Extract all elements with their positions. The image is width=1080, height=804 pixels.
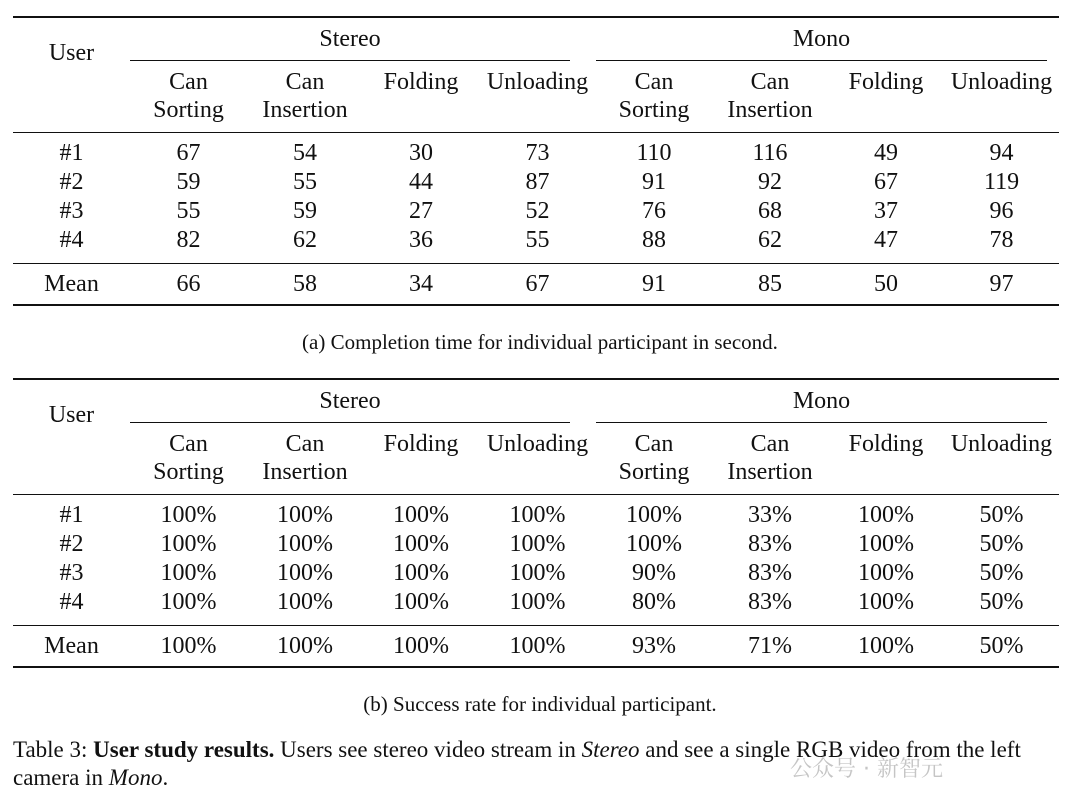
user-id-cell: #3 (59, 560, 84, 586)
mean-value-cell: 85 (712, 264, 828, 306)
column-header (828, 424, 944, 495)
column-header-line-2: Insertion (262, 459, 348, 485)
value-cell: 100% (509, 560, 566, 586)
user-column-header: User (13, 17, 130, 133)
table-row (13, 559, 1059, 588)
value-cell: 54 (247, 133, 363, 169)
data-table (13, 378, 1059, 668)
column-header-line-2 (828, 458, 944, 486)
mean-value-cell: 93% (596, 626, 712, 668)
column-header-line-1: Folding (848, 69, 924, 95)
column-header-line-2: Insertion (262, 97, 348, 123)
value-cell: 100% (247, 495, 363, 531)
mean-label-cell: Mean (13, 626, 130, 668)
value-cell: 30 (363, 133, 479, 169)
value-cell: 62 (293, 227, 317, 253)
column-header-line-2: Sorting (153, 97, 224, 123)
column-header-line-2: Sorting (153, 459, 224, 485)
data-table (13, 16, 1059, 306)
value-cell: 96 (989, 198, 1014, 224)
column-header-line-2: Sorting (618, 97, 690, 123)
mean-value-cell: 100% (247, 626, 363, 668)
table-row (13, 226, 1059, 264)
value-cell: 90% (632, 560, 676, 586)
mean-label-cell: Mean (13, 264, 130, 306)
column-header (363, 424, 479, 495)
caption-text-2: and see a single RGB video from the left camera in (13, 737, 1021, 790)
value-cell: 83% (748, 589, 792, 615)
caption-label: Table 3: (13, 737, 88, 762)
table-row (13, 495, 1059, 531)
column-header-row (13, 62, 1059, 133)
mean-value-cell: 34 (363, 264, 479, 306)
value-cell: 100% (509, 531, 566, 557)
value-cell: 100% (626, 531, 682, 557)
success-rate-caption: (b) Success rate for individual participant. (363, 692, 717, 716)
mono-group-header (596, 379, 1059, 424)
user-id-cell: #1 (13, 495, 130, 531)
watermark-text: 公众号 · 新智元 (790, 757, 943, 782)
table-row (13, 197, 1059, 226)
value-cell: 55 (176, 198, 201, 224)
column-header-line-2 (828, 96, 944, 124)
column-header-line-1: Can (285, 69, 325, 95)
column-header-line-2 (944, 96, 1059, 124)
value-cell: 44 (409, 169, 433, 195)
mean-value-cell: 97 (944, 264, 1059, 306)
value-cell: 100% (858, 589, 914, 615)
user-id-cell: #1 (13, 133, 130, 169)
table-row (13, 133, 1059, 169)
group-header-row (13, 379, 1059, 424)
caption-end: . (162, 765, 169, 790)
column-header (363, 62, 479, 133)
value-cell: 94 (944, 133, 1059, 169)
table-row (13, 530, 1059, 559)
mean-value-cell: 91 (596, 264, 712, 306)
mean-row (13, 626, 1059, 668)
column-header-line-2 (363, 458, 479, 486)
column-header-line-2: Insertion (727, 97, 813, 123)
completion-time-table-container (13, 16, 1059, 306)
value-cell: 55 (293, 169, 317, 195)
column-header (944, 424, 1059, 495)
value-cell: 87 (525, 169, 550, 195)
value-cell: 27 (409, 198, 433, 224)
value-cell: 119 (983, 169, 1020, 195)
value-cell: 100% (277, 560, 333, 586)
value-cell: 67 (130, 133, 247, 169)
column-header (712, 62, 828, 133)
user-id-cell: #4 (59, 589, 84, 615)
value-cell: 100% (160, 560, 217, 586)
value-cell: 68 (758, 198, 782, 224)
column-header-line-1: Can (634, 69, 674, 95)
mono-group-label: Mono (596, 18, 1047, 61)
value-cell: 83% (748, 560, 792, 586)
column-header-line-1: Can (750, 431, 790, 457)
value-cell: 88 (642, 227, 666, 253)
value-cell: 52 (525, 198, 550, 224)
column-header-line-1: Can (750, 69, 790, 95)
column-header (130, 424, 247, 495)
column-header-line-2: Sorting (618, 459, 690, 485)
column-header (130, 62, 247, 133)
column-header (247, 62, 363, 133)
success-rate-table-container (13, 378, 1059, 668)
mean-value-cell: 100% (828, 626, 944, 668)
column-header-line-2 (479, 458, 596, 486)
value-cell: 100% (596, 495, 712, 531)
user-column-header: User (13, 379, 130, 495)
column-header-line-1: Folding (383, 431, 459, 457)
value-cell: 33% (712, 495, 828, 531)
completion-time-caption: (a) Completion time for individual participant in second. (302, 330, 778, 354)
value-cell: 100% (509, 589, 566, 615)
value-cell: 80% (632, 589, 676, 615)
column-header (944, 62, 1059, 133)
value-cell: 83% (748, 531, 792, 557)
value-cell: 50% (979, 531, 1024, 557)
column-header-line-1: Unloading (950, 69, 1053, 95)
mean-row (13, 264, 1059, 306)
mean-value-cell: 58 (247, 264, 363, 306)
column-header-line-2 (363, 96, 479, 124)
mean-value-cell: 67 (479, 264, 596, 306)
column-header-line-1: Can (169, 431, 208, 457)
column-header-line-1: Can (169, 69, 208, 95)
value-cell: 100% (130, 495, 247, 531)
caption-italic-mono: Mono (108, 765, 163, 790)
column-header-line-1: Unloading (950, 431, 1053, 457)
value-cell: 100% (393, 589, 449, 615)
value-cell: 76 (642, 198, 666, 224)
value-cell: 91 (642, 169, 666, 195)
table-row (13, 588, 1059, 626)
caption-bold-title: User study results. (93, 737, 275, 762)
column-header-line-2 (944, 458, 1059, 486)
value-cell: 100% (160, 531, 217, 557)
column-header-line-1: Can (634, 431, 674, 457)
value-cell: 116 (712, 133, 828, 169)
mean-value-cell: 100% (130, 626, 247, 668)
mono-group-header (596, 17, 1059, 62)
user-id-cell: #2 (59, 169, 84, 195)
value-cell: 59 (176, 169, 201, 195)
value-cell: 100% (393, 531, 449, 557)
value-cell: 55 (525, 227, 550, 253)
mean-value-cell: 71% (712, 626, 828, 668)
table-row (13, 168, 1059, 197)
value-cell: 100% (160, 589, 217, 615)
user-id-cell: #2 (59, 531, 84, 557)
value-cell: 82 (176, 227, 201, 253)
column-header (479, 424, 596, 495)
column-header-row (13, 424, 1059, 495)
value-cell: 100% (363, 495, 479, 531)
value-cell: 100% (277, 531, 333, 557)
mean-value-cell: 100% (363, 626, 479, 668)
column-header (479, 62, 596, 133)
stereo-group-header (130, 17, 596, 62)
stereo-group-header (130, 379, 596, 424)
value-cell: 47 (874, 227, 898, 253)
value-cell: 78 (989, 227, 1014, 253)
value-cell: 59 (293, 198, 317, 224)
value-cell: 62 (758, 227, 782, 253)
value-cell: 100% (858, 560, 914, 586)
value-cell: 73 (479, 133, 596, 169)
value-cell: 100% (858, 531, 914, 557)
value-cell: 100% (479, 495, 596, 531)
mono-group-label: Mono (596, 380, 1047, 423)
column-header-line-1: Can (285, 431, 325, 457)
user-id-cell: #3 (59, 198, 84, 224)
stereo-group-label: Stereo (130, 18, 570, 61)
value-cell: 50% (944, 495, 1059, 531)
value-cell: 37 (874, 198, 898, 224)
column-header (712, 424, 828, 495)
value-cell: 36 (409, 227, 433, 253)
value-cell: 100% (277, 589, 333, 615)
column-header-line-1: Folding (383, 69, 459, 95)
value-cell: 100% (828, 495, 944, 531)
column-header (596, 62, 712, 133)
caption-text-1: Users see stereo video stream in (280, 737, 576, 762)
group-header-row (13, 17, 1059, 62)
caption-italic-stereo: Stereo (581, 737, 640, 762)
value-cell: 50% (979, 560, 1024, 586)
value-cell: 110 (596, 133, 712, 169)
column-header-line-1: Unloading (486, 69, 589, 95)
value-cell: 67 (874, 169, 898, 195)
column-header (828, 62, 944, 133)
mean-value-cell: 50 (828, 264, 944, 306)
stereo-group-label: Stereo (130, 380, 570, 423)
column-header-line-1: Folding (848, 431, 924, 457)
mean-value-cell: 100% (479, 626, 596, 668)
column-header (247, 424, 363, 495)
user-id-cell: #4 (59, 227, 84, 253)
value-cell: 49 (828, 133, 944, 169)
mean-value-cell: 66 (130, 264, 247, 306)
column-header-line-2 (479, 96, 596, 124)
value-cell: 100% (393, 560, 449, 586)
value-cell: 50% (979, 589, 1024, 615)
value-cell: 92 (758, 169, 782, 195)
column-header (596, 424, 712, 495)
column-header-line-1: Unloading (486, 431, 589, 457)
mean-value-cell: 50% (944, 626, 1059, 668)
column-header-line-2: Insertion (727, 459, 813, 485)
